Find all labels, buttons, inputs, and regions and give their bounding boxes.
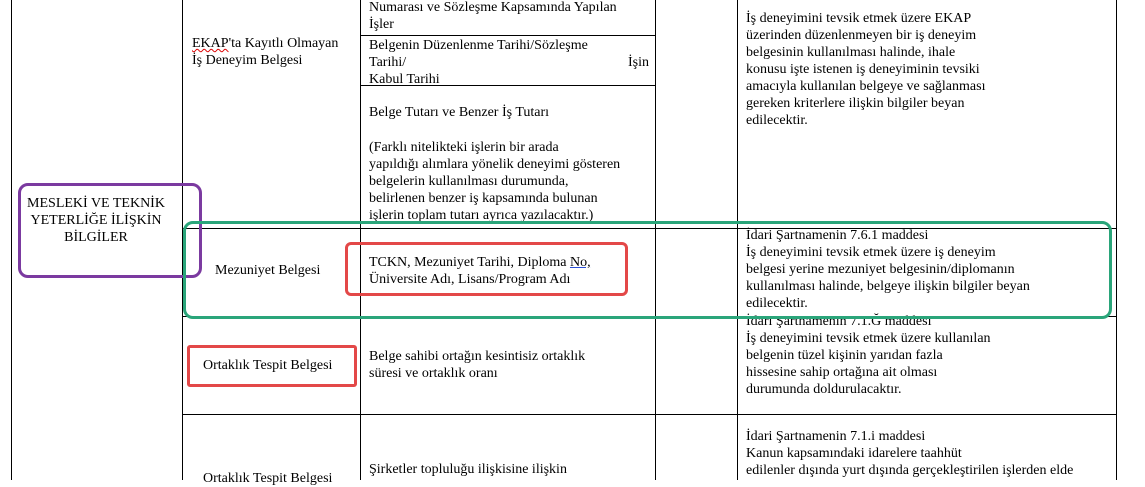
- ortaklik-document-name-2: Ortaklık Tespit Belgesi: [203, 471, 333, 486]
- ekap-info-3-title: Belge Tutarı ve Benzer İş Tutarı: [369, 105, 550, 120]
- section-label: MESLEKİ VE TEKNİK YETERLİĞE İLİŞKİN BİLGİLER: [27, 196, 165, 245]
- mezuniyet-document-name: Mezuniyet Belgesi: [215, 263, 321, 278]
- table-border-right: [1116, 0, 1117, 480]
- ekap-info-3-note: (Farklı nitelikteki işlerin bir arada yapıldığı alımlara yönelik deneyimi gösteren belgelerin kullanılması durumunda, belirlenen benzer iş kapsamında bulunan işlerin toplam tutarı ayrıca yazılacaktır.): [369, 140, 621, 223]
- highlight-box-mezuniyet-info-red: [345, 242, 628, 296]
- ortaklik-explanation-2: İdari Şartnamenin 7.1.i maddesi Kanun kapsamındaki idarelere taahhüt edilenler dışında yurt dışında gerçekleştirilen işlerden elde: [746, 429, 1074, 478]
- highlight-box-mezuniyet-teal: [183, 221, 1112, 319]
- ortaklik-info: Belge sahibi ortağın kesintisiz ortaklık süresi ve ortaklık oranı: [369, 349, 586, 381]
- row-divider: [360, 35, 655, 36]
- ekap-info-2: Belgenin Düzenlenme Tarihi/Sözleşme Tarihi/ İşin Kabul Tarihi: [369, 38, 649, 87]
- ortaklik-document-name: Ortaklık Tespit Belgesi: [203, 358, 333, 373]
- mezuniyet-explanation: İdari Şartnamenin 7.6.1 maddesi İş deneyimini tevsik etmek üzere iş deneyim belgesi yerine mezuniyet belgesinin/diplomanın kullanılması halinde, belgeye ilişkin bilgiler beyan edilecektir.: [746, 228, 1030, 311]
- row-divider: [182, 414, 1116, 415]
- mezuniyet-info: TCKN, Mezuniyet Tarihi, Diploma No, Üniversite Adı, Lisans/Program Adı: [369, 255, 591, 287]
- ekap-document-name: EKAP'ta Kayıtlı Olmayan İş Deneyim Belgesi: [192, 36, 339, 68]
- ekap-explanation: İş deneyimini tevsik etmek üzere EKAP üzerinden düzenlenmeyen bir iş deneyim belgesinin kullanılması halinde, ihale konusu işte istenen iş deneyiminin tevsiki amacıyla kullanılan belgeye ve sağlanması gereken kriterlere ilişkin bilgiler beyan edilecektir.: [746, 11, 986, 128]
- ortaklik-info-2: Şirketler topluluğu ilişkisine ilişkin: [369, 462, 567, 477]
- ortaklik-explanation: İdari Şartnamenin 7.1.Ğ maddesi İş deneyimini tevsik etmek üzere kullanılan belgenin tüzel kişinin yarıdan fazla hissesine sahip ortağına ait olması durumunda doldurulacaktır.: [746, 314, 991, 397]
- highlight-box-section-purple: [18, 183, 202, 278]
- ekap-info-1: Numarası ve Sözleşme Kapsamında Yapılan İşler: [369, 0, 617, 32]
- table-border-left: [11, 0, 12, 480]
- highlight-box-ortaklik-red: [187, 345, 357, 387]
